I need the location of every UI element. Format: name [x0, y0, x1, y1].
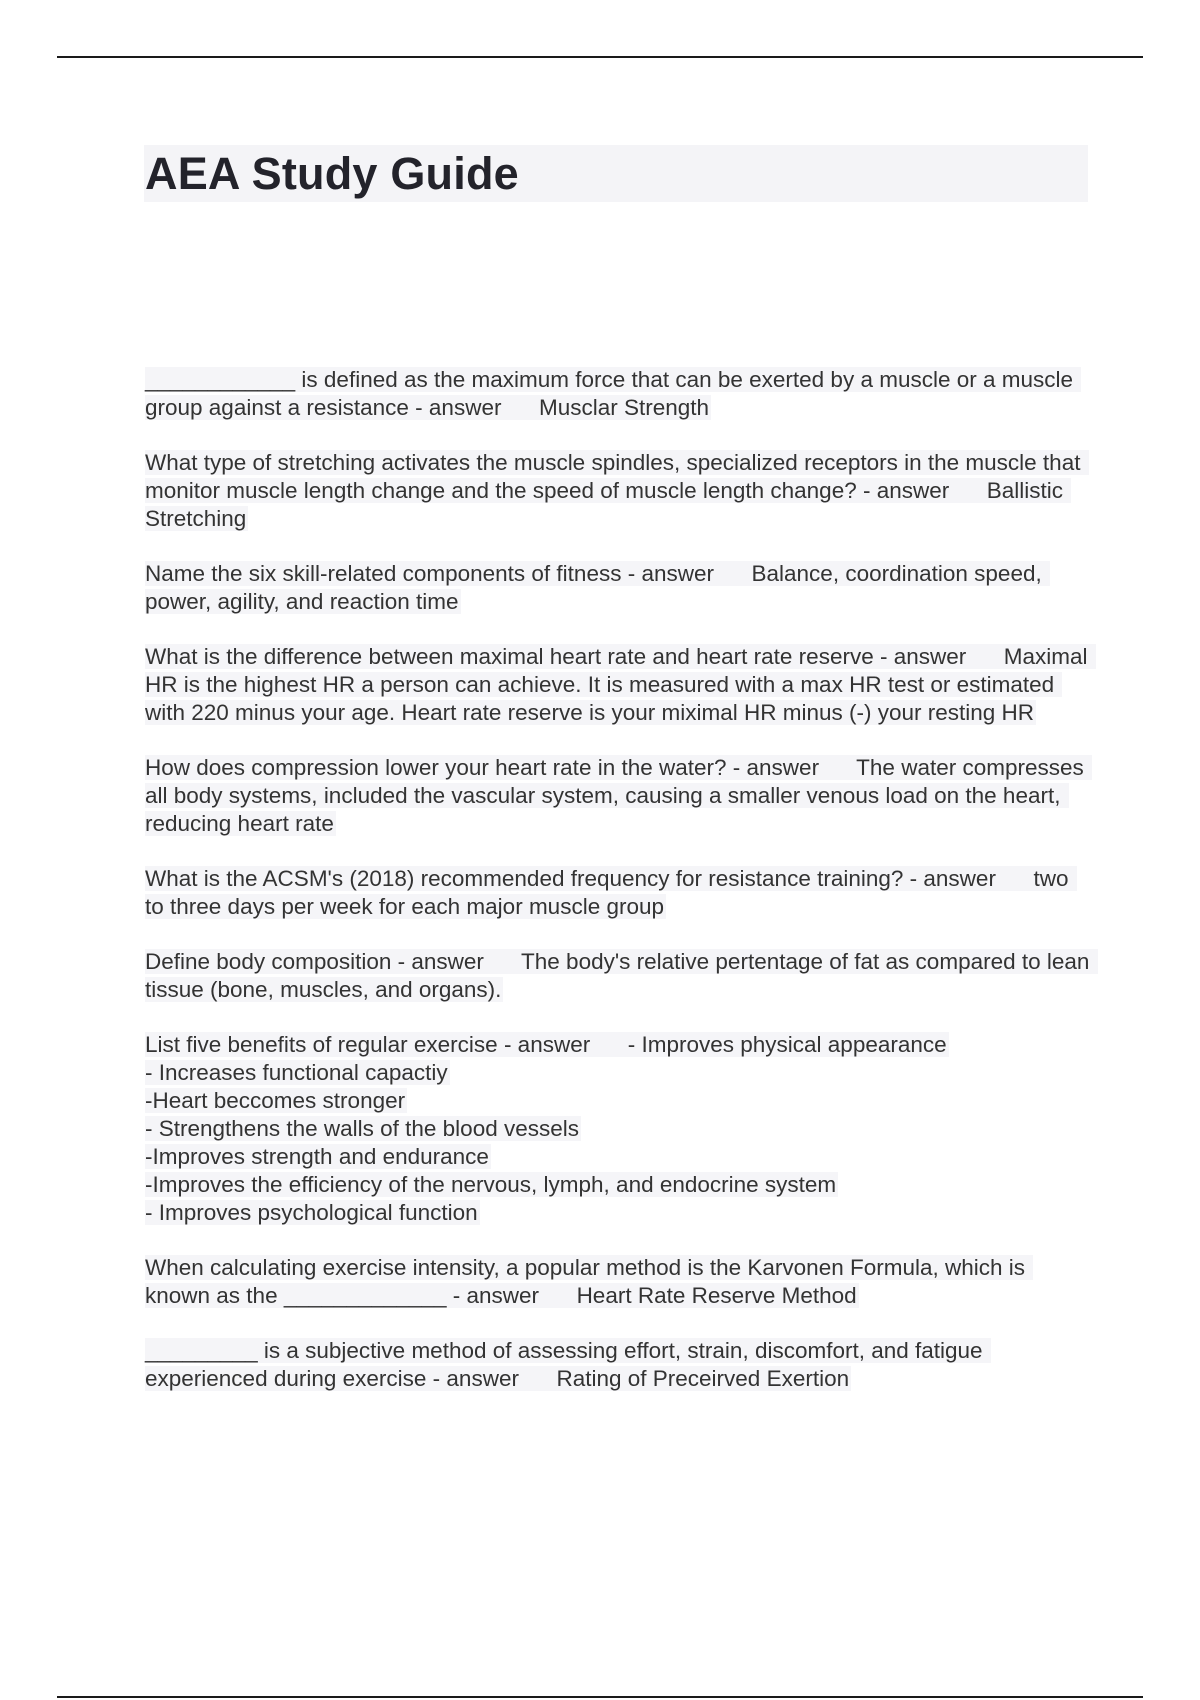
page-title: AEA Study Guide	[145, 148, 519, 199]
footer-rule	[57, 1696, 1143, 1698]
question-text: Define body composition	[145, 949, 392, 974]
qa-item	[145, 1337, 1090, 1393]
answer-text: Musclar Strength	[538, 395, 710, 420]
answer-label: - answer	[873, 644, 967, 669]
answer-label: - answer	[391, 949, 484, 974]
question-text: How does compression lower your heart rate in the water?	[145, 755, 727, 780]
answer-label: - answer	[621, 561, 714, 586]
answer-text: - Improves physical appearance - Increases functional capactiy -Heart beccomes stronger - Strengthens the walls of the blood vessels -Improves strength and endurance -Improves the efficiency of the nervous, lymph, and endocrine system - Improves psychological function	[145, 1032, 947, 1225]
answer-label: - answer	[856, 478, 950, 503]
question-text: What is the ACSM's (2018) recommended frequency for resistance training?	[145, 866, 904, 891]
header-rule	[57, 56, 1143, 58]
question-text: What type of stretching activates the muscle spindles, specialized receptors in the muscle that monitor muscle length change and the speed of muscle length change?	[145, 450, 1087, 503]
answer-label: - answer	[446, 1283, 540, 1308]
answer-label: - answer	[903, 866, 996, 891]
qa-item	[145, 948, 1096, 1004]
qa-item	[145, 865, 1090, 921]
answer-text: Maximal HR is the highest HR a person can achieve. It is measured with a max HR test or estimated with 220 minus your age. Heart rate reserve is your miximal HR minus (-) your resting HR	[145, 644, 1094, 725]
qa-item	[145, 449, 1090, 533]
answer-label: - answer	[497, 1032, 591, 1057]
answer-label: - answer	[408, 395, 502, 420]
answer-text: Heart Rate Reserve Method	[576, 1283, 857, 1308]
answer-text: Rating of Preceirved Exertion	[556, 1366, 850, 1391]
qa-item	[145, 560, 1090, 616]
answer-text: two to three days per week for each major muscle group	[145, 866, 1075, 919]
question-text: List five benefits of regular exercise	[145, 1032, 498, 1057]
question-text: _________ is a subjective method of assessing effort, strain, discomfort, and fatigue experienced during exercise	[145, 1338, 989, 1391]
answer-text: Balance, coordination speed, power, agility, and reaction time	[145, 561, 1048, 614]
answer-text: Ballistic Stretching	[145, 478, 1070, 531]
answer-label: - answer	[426, 1366, 519, 1391]
title-banner	[144, 145, 1088, 202]
qa-item	[145, 643, 1094, 727]
qa-item	[145, 1254, 1090, 1310]
qa-item	[145, 1031, 1090, 1227]
question-text: What is the difference between maximal heart rate and heart rate reserve	[145, 644, 874, 669]
answer-label: - answer	[726, 755, 820, 780]
qa-item	[145, 754, 1090, 838]
question-text: Name the six skill-related components of fitness	[145, 561, 622, 586]
question-text: When calculating exercise intensity, a popular method is the Karvonen Formula, which is known as the _____________	[145, 1255, 1032, 1308]
answer-text: The water compresses all body systems, included the vascular system, causing a smaller venous load on the heart, reducing heart rate	[145, 755, 1091, 836]
qa-item	[145, 366, 1090, 422]
qa-list	[145, 366, 1096, 1420]
answer-text: The body's relative pertentage of fat as compared to lean tissue (bone, muscles, and organs).	[145, 949, 1096, 1002]
question-text: ____________ is defined as the maximum force that can be exerted by a muscle or a muscle group against a resistance	[145, 367, 1080, 420]
